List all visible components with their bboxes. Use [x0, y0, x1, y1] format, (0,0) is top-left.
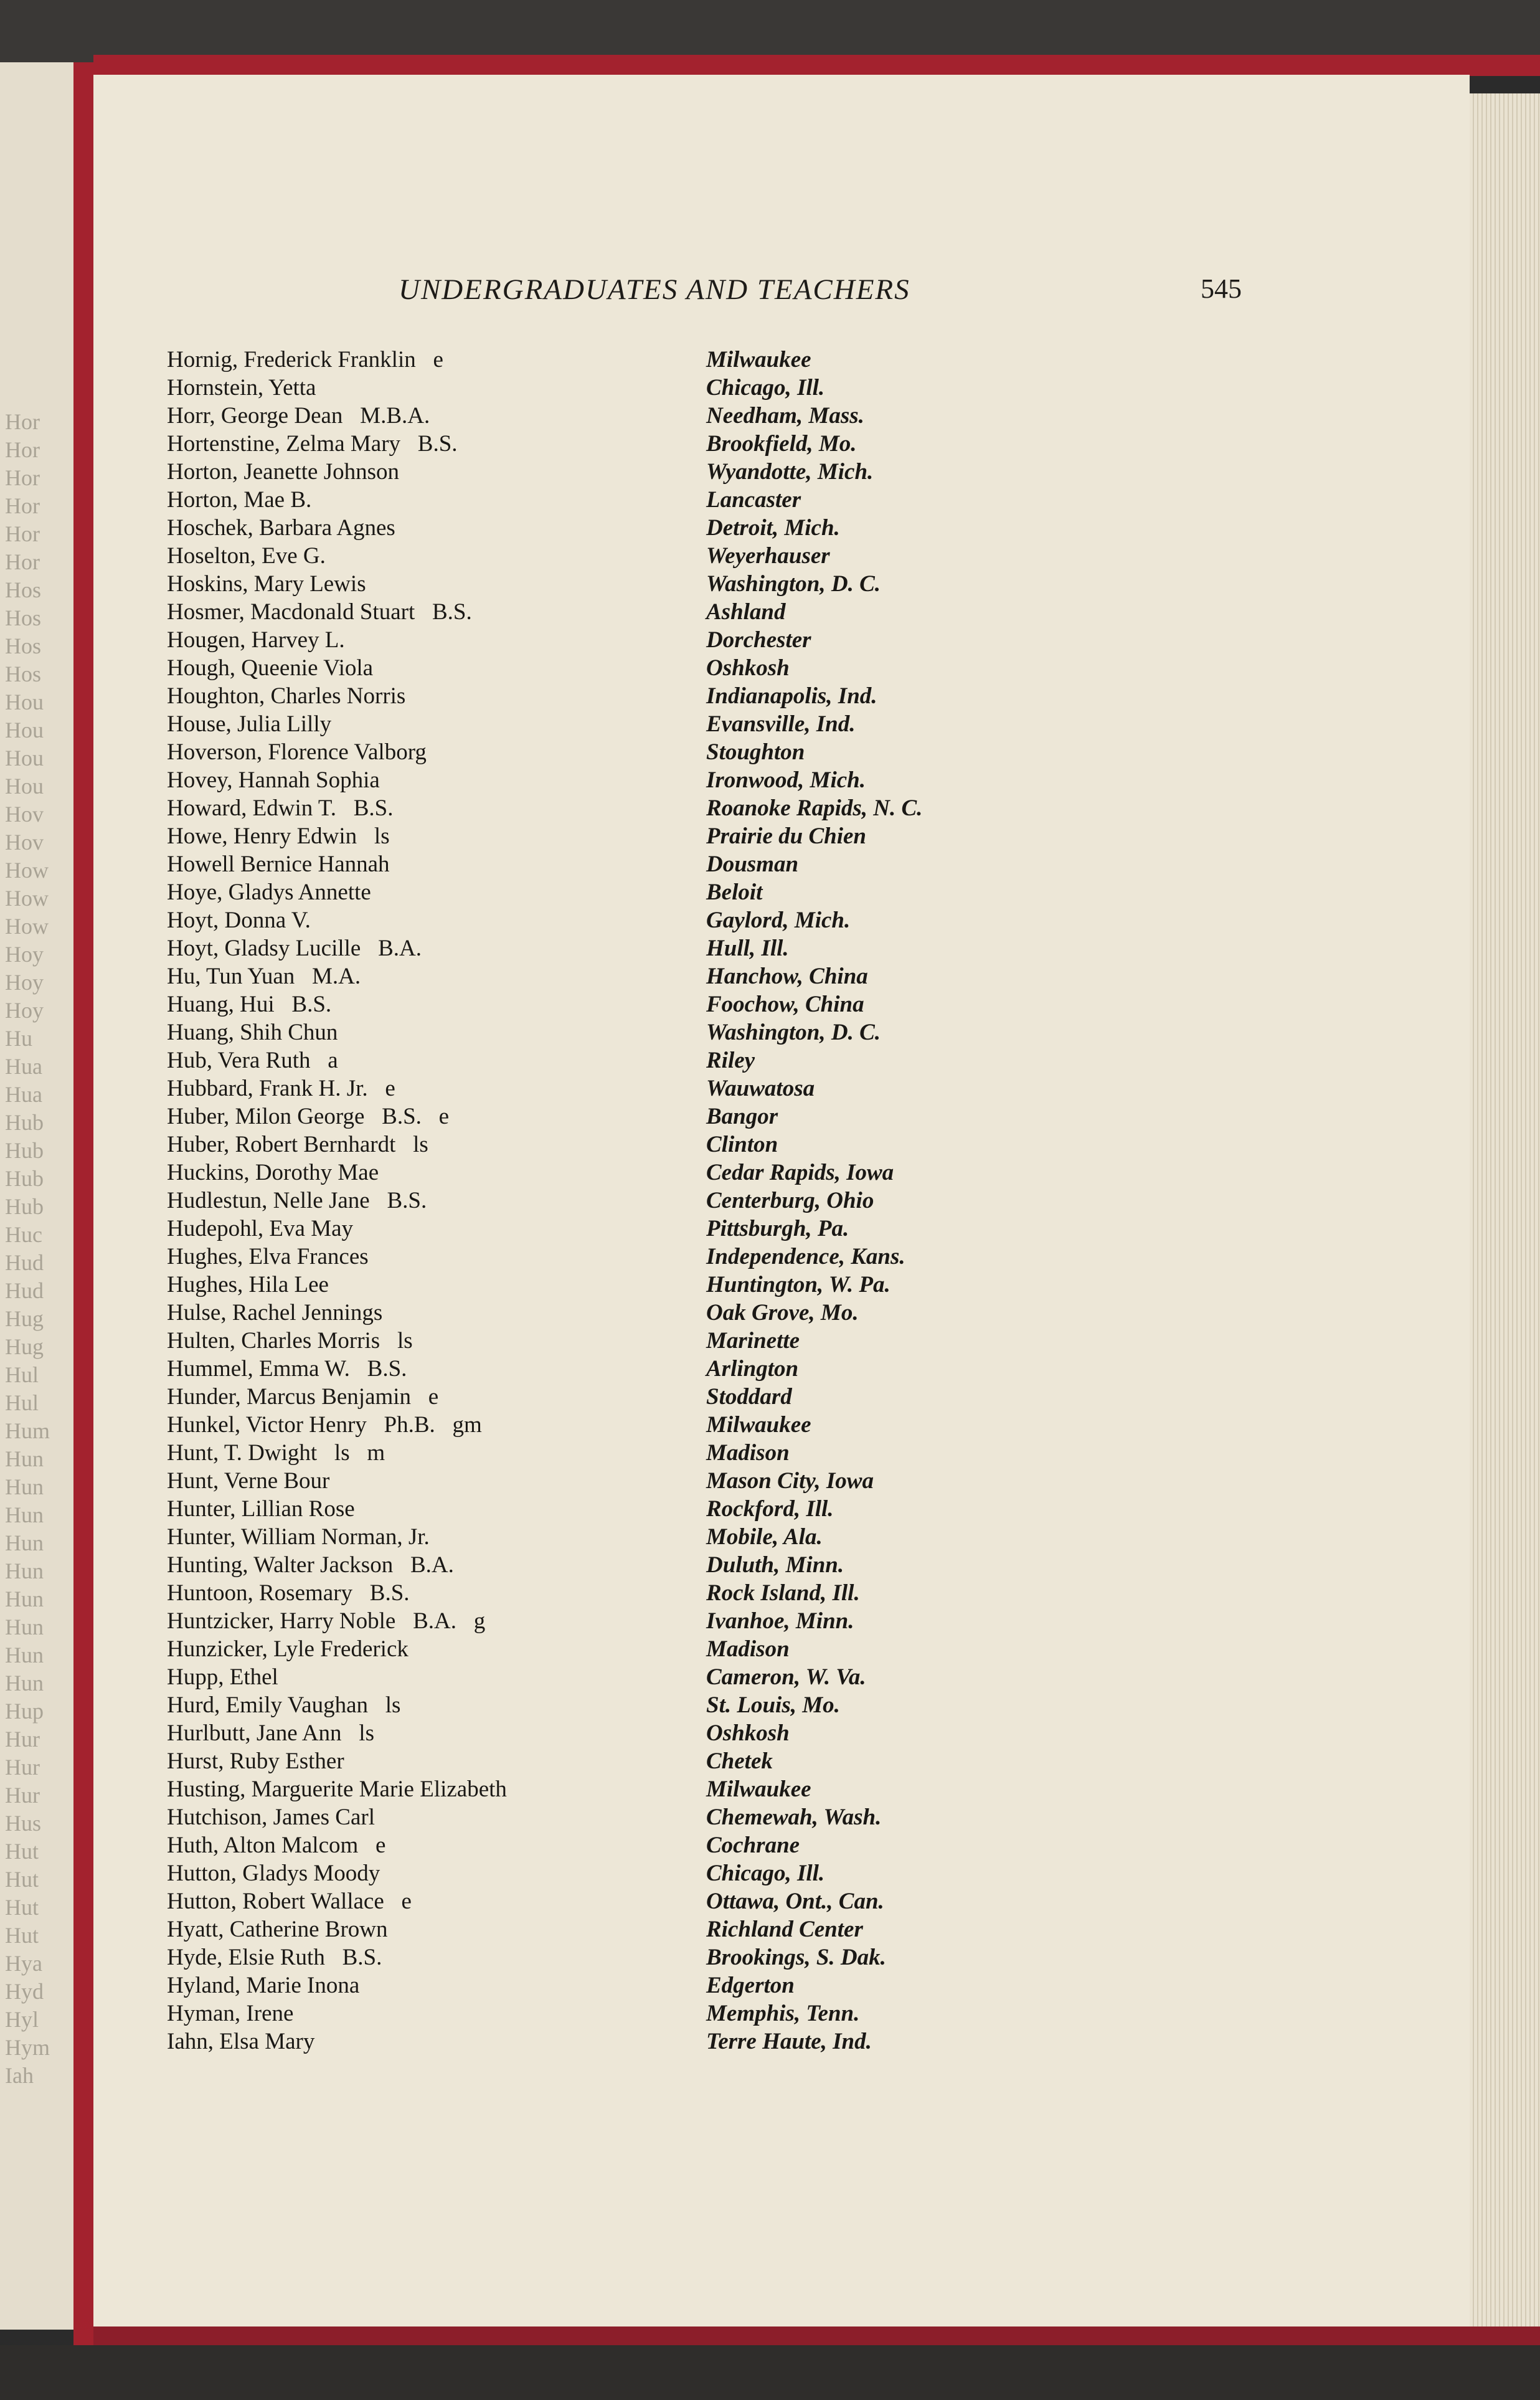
left-page-fragment: Hya: [5, 1951, 42, 1976]
list-item: [167, 1440, 1176, 1468]
entry-name: Huang, Hui B.S.: [167, 992, 332, 1017]
left-page-fragment: Hoy: [5, 970, 44, 995]
entry-name: Hub, Vera Ruth a: [167, 1048, 338, 1073]
entry-name: Hurst, Ruby Esther: [167, 1748, 344, 1774]
entry-place: Edgerton: [706, 1973, 795, 1998]
left-page-fragment: Hou: [5, 746, 44, 771]
list-item: [167, 1103, 1176, 1131]
list-item: [167, 515, 1176, 543]
left-page-fragment: Hor: [5, 493, 40, 518]
entry-place: Evansville, Ind.: [706, 711, 856, 737]
entry-name: Hunter, Lillian Rose: [167, 1496, 355, 1522]
entry-name: Hutchison, James Carl: [167, 1805, 375, 1830]
entry-place: Dorchester: [706, 627, 811, 653]
left-page-fragments: [5, 408, 50, 2090]
entry-place: Madison: [706, 1440, 790, 1466]
list-item: [167, 1636, 1176, 1664]
left-page-fragment: Hym: [5, 2035, 50, 2060]
list-item: [167, 1692, 1176, 1720]
list-item: [167, 711, 1176, 739]
list-item: [167, 767, 1176, 795]
left-page-fragment: Hub: [5, 1138, 44, 1163]
list-item: [167, 1159, 1176, 1187]
left-page-fragment: Hoy: [5, 942, 44, 967]
left-page-fragment: Hur: [5, 1783, 40, 1808]
entry-place: Washington, D. C.: [706, 571, 881, 597]
entry-name: Horton, Jeanette Johnson: [167, 459, 400, 485]
page-stack-edge: [1470, 93, 1540, 2336]
entry-name: Hyatt, Catherine Brown: [167, 1917, 388, 1942]
entry-name: Hulse, Rachel Jennings: [167, 1300, 383, 1326]
entry-name: Howard, Edwin T. B.S.: [167, 795, 394, 821]
left-page-fragment: Hun: [5, 1615, 44, 1639]
list-item: [167, 1916, 1176, 1944]
left-page-fragment: Hun: [5, 1558, 44, 1583]
left-page-fragment: Hu: [5, 1026, 32, 1051]
entry-place: Pittsburgh, Pa.: [706, 1216, 849, 1241]
left-page-fragment: Hub: [5, 1194, 44, 1219]
list-item: [167, 1972, 1176, 2000]
entry-place: Weyerhauser: [706, 543, 830, 569]
entry-place: Stoddard: [706, 1384, 792, 1410]
left-page-fragment: Hud: [5, 1278, 44, 1303]
left-page-fragment: Hor: [5, 465, 40, 490]
left-page-fragment: Hun: [5, 1587, 44, 1611]
entry-place: Wyandotte, Mich.: [706, 459, 874, 485]
entry-place: Ivanhoe, Minn.: [706, 1608, 854, 1634]
entry-place: Ottawa, Ont., Can.: [706, 1889, 884, 1914]
entry-place: Cedar Rapids, Iowa: [706, 1160, 894, 1185]
entry-name: Huber, Milon George B.S. e: [167, 1104, 450, 1129]
list-item: [167, 1776, 1176, 1804]
list-item: [167, 1243, 1176, 1271]
list-item: [167, 1215, 1176, 1243]
entry-place: Hanchow, China: [706, 964, 868, 989]
left-page-fragment: Hov: [5, 830, 44, 855]
entry-name: Hyman, Irene: [167, 2001, 294, 2026]
list-item: [167, 1496, 1176, 1524]
entry-name: Hough, Queenie Viola: [167, 655, 374, 681]
left-page-fragment: Hun: [5, 1671, 44, 1696]
entry-place: Oshkosh: [706, 655, 790, 681]
left-page-fragment: Hun: [5, 1446, 44, 1471]
left-page-fragment: Hug: [5, 1306, 44, 1331]
left-page-fragment: Hub: [5, 1166, 44, 1191]
left-page-fragment: Hov: [5, 802, 44, 827]
list-item: [167, 599, 1176, 627]
left-page-fragment: Hun: [5, 1643, 44, 1667]
entry-name: Hoyt, Gladsy Lucille B.A.: [167, 936, 422, 961]
entry-place: Mobile, Ala.: [706, 1524, 823, 1550]
list-item: [167, 486, 1176, 515]
list-item: [167, 1664, 1176, 1692]
left-page-fragment: Hut: [5, 1839, 39, 1864]
entry-name: Huckins, Dorothy Mae: [167, 1160, 379, 1185]
list-item: [167, 655, 1176, 683]
entry-name: Hunzicker, Lyle Frederick: [167, 1636, 409, 1662]
left-page-fragment: Hut: [5, 1895, 39, 1920]
entry-place: Hull, Ill.: [706, 936, 789, 961]
list-item: [167, 795, 1176, 823]
entry-place: Madison: [706, 1636, 790, 1662]
entry-place: Rock Island, Ill.: [706, 1580, 860, 1606]
left-page-fragment: Hoy: [5, 998, 44, 1023]
list-item: [167, 1608, 1176, 1636]
entry-place: Washington, D. C.: [706, 1020, 881, 1045]
entry-name: Hunt, Verne Bour: [167, 1468, 330, 1494]
list-item: [167, 683, 1176, 711]
left-page-fragment: Hun: [5, 1474, 44, 1499]
left-page-fragment: Hul: [5, 1390, 39, 1415]
entry-place: Oak Grove, Mo.: [706, 1300, 859, 1326]
list-item: [167, 1271, 1176, 1299]
left-page-fragment: Hou: [5, 690, 44, 714]
list-item: [167, 991, 1176, 1019]
entry-place: Indianapolis, Ind.: [706, 683, 877, 709]
left-page-fragment: Hos: [5, 577, 42, 602]
entry-place: St. Louis, Mo.: [706, 1692, 840, 1718]
entry-place: Oshkosh: [706, 1720, 790, 1746]
entry-place: Foochow, China: [706, 992, 864, 1017]
entry-name: Hunter, William Norman, Jr.: [167, 1524, 430, 1550]
left-page-fragment: Hub: [5, 1110, 44, 1135]
entry-name: Huang, Shih Chun: [167, 1020, 338, 1045]
left-page-fragment: Hun: [5, 1502, 44, 1527]
left-page-fragment: Hyd: [5, 1979, 44, 2004]
left-page-fragment: Hor: [5, 437, 40, 462]
entry-name: Hortenstine, Zelma Mary B.S.: [167, 431, 458, 457]
list-item: [167, 346, 1176, 374]
entry-place: Roanoke Rapids, N. C.: [706, 795, 923, 821]
entry-place: Wauwatosa: [706, 1076, 815, 1101]
entry-place: Beloit: [706, 880, 763, 905]
entry-name: Hornstein, Yetta: [167, 375, 316, 401]
list-item: [167, 1580, 1176, 1608]
list-item: [167, 430, 1176, 458]
left-page-fragment: Hut: [5, 1867, 39, 1892]
list-item: [167, 1187, 1176, 1215]
entry-place: Huntington, W. Pa.: [706, 1272, 890, 1297]
left-page-fragment: Hos: [5, 662, 42, 686]
entry-name: Huth, Alton Malcom e: [167, 1833, 386, 1858]
entry-name: Huber, Robert Bernhardt ls: [167, 1132, 428, 1157]
page-header: [93, 273, 1470, 310]
left-page-fragment: Hud: [5, 1250, 44, 1275]
list-item: [167, 1075, 1176, 1103]
entry-name: House, Julia Lilly: [167, 711, 332, 737]
entry-name: Horr, George Dean M.B.A.: [167, 403, 430, 429]
entry-name: Hudlestun, Nelle Jane B.S.: [167, 1188, 427, 1213]
entry-place: Memphis, Tenn.: [706, 2001, 860, 2026]
entry-place: Richland Center: [706, 1917, 863, 1942]
entry-place: Chicago, Ill.: [706, 1861, 825, 1886]
entry-name: Hutton, Gladys Moody: [167, 1861, 380, 1886]
entry-place: Arlington: [706, 1356, 799, 1382]
entry-place: Independence, Kans.: [706, 1244, 905, 1269]
entry-name: Howell Bernice Hannah: [167, 851, 390, 877]
list-item: [167, 2000, 1176, 2028]
list-item: [167, 739, 1176, 767]
entry-place: Brookfield, Mo.: [706, 431, 857, 457]
list-item: [167, 1019, 1176, 1047]
list-item: [167, 1468, 1176, 1496]
list-item: [167, 1524, 1176, 1552]
red-binding-band: [93, 55, 1540, 76]
left-page-fragment: Hua: [5, 1082, 42, 1107]
entry-place: Detroit, Mich.: [706, 515, 840, 541]
list-item: [167, 627, 1176, 655]
entry-place: Lancaster: [706, 487, 801, 513]
left-page-fragment: How: [5, 886, 49, 911]
entry-name: Hunting, Walter Jackson B.A.: [167, 1552, 454, 1578]
entry-place: Bangor: [706, 1104, 778, 1129]
entry-name: Hoverson, Florence Valborg: [167, 739, 427, 765]
left-page-fragment: Hor: [5, 521, 40, 546]
entry-name: Hornig, Frederick Franklin e: [167, 347, 443, 372]
entry-place: Duluth, Minn.: [706, 1552, 844, 1578]
list-item: [167, 879, 1176, 907]
entry-place: Needham, Mass.: [706, 403, 864, 429]
entry-place: Brookings, S. Dak.: [706, 1945, 886, 1970]
entry-name: Hunder, Marcus Benjamin e: [167, 1384, 439, 1410]
left-page-fragment: Hos: [5, 605, 42, 630]
left-page-fragment: Hur: [5, 1755, 40, 1780]
list-item: [167, 1552, 1176, 1580]
entry-name: Houghton, Charles Norris: [167, 683, 406, 709]
entry-name: Hutton, Robert Wallace e: [167, 1889, 412, 1914]
entry-name: Howe, Henry Edwin ls: [167, 823, 390, 849]
list-item: [167, 1832, 1176, 1860]
left-page-fragment: How: [5, 858, 49, 883]
entry-place: Centerburg, Ohio: [706, 1188, 874, 1213]
running-title: UNDERGRADUATES AND TEACHERS: [399, 273, 910, 306]
left-page-fragment: Hug: [5, 1334, 44, 1359]
list-item: [167, 1299, 1176, 1327]
left-page-fragment: Hus: [5, 1811, 42, 1836]
left-page-fragment: Hup: [5, 1699, 44, 1724]
entry-place: Cameron, W. Va.: [706, 1664, 866, 1690]
list-item: [167, 1411, 1176, 1440]
entry-name: Hupp, Ethel: [167, 1664, 278, 1690]
entry-place: Rockford, Ill.: [706, 1496, 834, 1522]
entry-name: Hughes, Elva Frances: [167, 1244, 369, 1269]
left-page-fragment: Hos: [5, 633, 42, 658]
page-number: 545: [1201, 273, 1242, 304]
left-page-fragment: Hor: [5, 409, 40, 434]
entry-name: Hoselton, Eve G.: [167, 543, 326, 569]
list-item: [167, 543, 1176, 571]
left-page-fragment: Hut: [5, 1923, 39, 1948]
entry-name: Horton, Mae B.: [167, 487, 312, 513]
entry-name: Hulten, Charles Morris ls: [167, 1328, 413, 1354]
entry-name: Hyde, Elsie Ruth B.S.: [167, 1945, 382, 1970]
list-item: [167, 1131, 1176, 1159]
list-item: [167, 1355, 1176, 1383]
entry-place: Ironwood, Mich.: [706, 767, 866, 793]
entry-place: Chetek: [706, 1748, 773, 1774]
entry-place: Ashland: [706, 599, 786, 625]
entry-name: Husting, Marguerite Marie Elizabeth: [167, 1776, 507, 1802]
list-item: [167, 1888, 1176, 1916]
red-binding-bottom: [93, 2326, 1540, 2345]
entry-name: Hougen, Harvey L.: [167, 627, 345, 653]
list-item: [167, 571, 1176, 599]
entry-name: Hummel, Emma W. B.S.: [167, 1356, 407, 1382]
list-item: [167, 1860, 1176, 1888]
entry-place: Stoughton: [706, 739, 805, 765]
list-item: [167, 1047, 1176, 1075]
list-item: [167, 374, 1176, 402]
entry-place: Riley: [706, 1048, 755, 1073]
left-page-fragment: Iah: [5, 2063, 34, 2088]
entry-name: Hunkel, Victor Henry Ph.B. gm: [167, 1412, 482, 1438]
list-item: [167, 2028, 1176, 2056]
entry-place: Dousman: [706, 851, 799, 877]
list-item: [167, 823, 1176, 851]
entry-place: Milwaukee: [706, 1412, 811, 1438]
entry-name: Hunt, T. Dwight ls m: [167, 1440, 385, 1466]
left-binding-edge: [73, 62, 93, 2367]
list-item: [167, 1944, 1176, 1972]
entry-name: Hoschek, Barbara Agnes: [167, 515, 395, 541]
entry-name: Hyland, Marie Inona: [167, 1973, 360, 1998]
entry-name: Iahn, Elsa Mary: [167, 2029, 315, 2054]
entry-place: Chemewah, Wash.: [706, 1805, 882, 1830]
entry-place: Cochrane: [706, 1833, 800, 1858]
entry-name: Hudepohl, Eva May: [167, 1216, 354, 1241]
left-page-fragment: Hou: [5, 774, 44, 799]
entry-name: Hoye, Gladys Annette: [167, 880, 371, 905]
list-item: [167, 458, 1176, 486]
left-page-fragment: Hor: [5, 549, 40, 574]
entry-name: Hoyt, Donna V.: [167, 908, 311, 933]
entry-place: Milwaukee: [706, 1776, 811, 1802]
list-item: [167, 935, 1176, 963]
entry-name: Hurlbutt, Jane Ann ls: [167, 1720, 374, 1746]
entry-place: Clinton: [706, 1132, 778, 1157]
left-page-fragment: Hyl: [5, 2007, 39, 2032]
entry-name: Hosmer, Macdonald Stuart B.S.: [167, 599, 472, 625]
entry-place: Prairie du Chien: [706, 823, 866, 849]
entry-name: Hoskins, Mary Lewis: [167, 571, 366, 597]
left-page-fragment: Hun: [5, 1530, 44, 1555]
entry-place: Gaylord, Mich.: [706, 908, 851, 933]
left-page-fragment: Hua: [5, 1054, 42, 1079]
list-item: [167, 1804, 1176, 1832]
entry-place: Marinette: [706, 1328, 800, 1354]
left-page-fragment: Hul: [5, 1362, 39, 1387]
list-item: [167, 851, 1176, 879]
left-page-fragment: How: [5, 914, 49, 939]
book-cover-bottom: [0, 2345, 1540, 2400]
left-page-fragment: Huc: [5, 1222, 42, 1247]
left-page-fragment: Hum: [5, 1418, 50, 1443]
entry-place: Chicago, Ill.: [706, 375, 825, 401]
entry-name: Hu, Tun Yuan M.A.: [167, 964, 361, 989]
left-page-fragment: Hou: [5, 718, 44, 742]
list-item: [167, 907, 1176, 935]
entry-name: Hughes, Hila Lee: [167, 1272, 329, 1297]
entry-place: Milwaukee: [706, 347, 811, 372]
directory-list: [167, 346, 1176, 2056]
entry-place: Mason City, Iowa: [706, 1468, 874, 1494]
list-item: [167, 963, 1176, 991]
list-item: [167, 1748, 1176, 1776]
entry-place: Terre Haute, Ind.: [706, 2029, 872, 2054]
list-item: [167, 1383, 1176, 1411]
entry-name: Hubbard, Frank H. Jr. e: [167, 1076, 395, 1101]
entry-name: Huntoon, Rosemary B.S.: [167, 1580, 410, 1606]
left-page-fragment: Hur: [5, 1727, 40, 1752]
entry-name: Hovey, Hannah Sophia: [167, 767, 380, 793]
list-item: [167, 1327, 1176, 1355]
list-item: [167, 402, 1176, 430]
list-item: [167, 1720, 1176, 1748]
entry-name: Hurd, Emily Vaughan ls: [167, 1692, 401, 1718]
entry-name: Huntzicker, Harry Noble B.A. g: [167, 1608, 486, 1634]
